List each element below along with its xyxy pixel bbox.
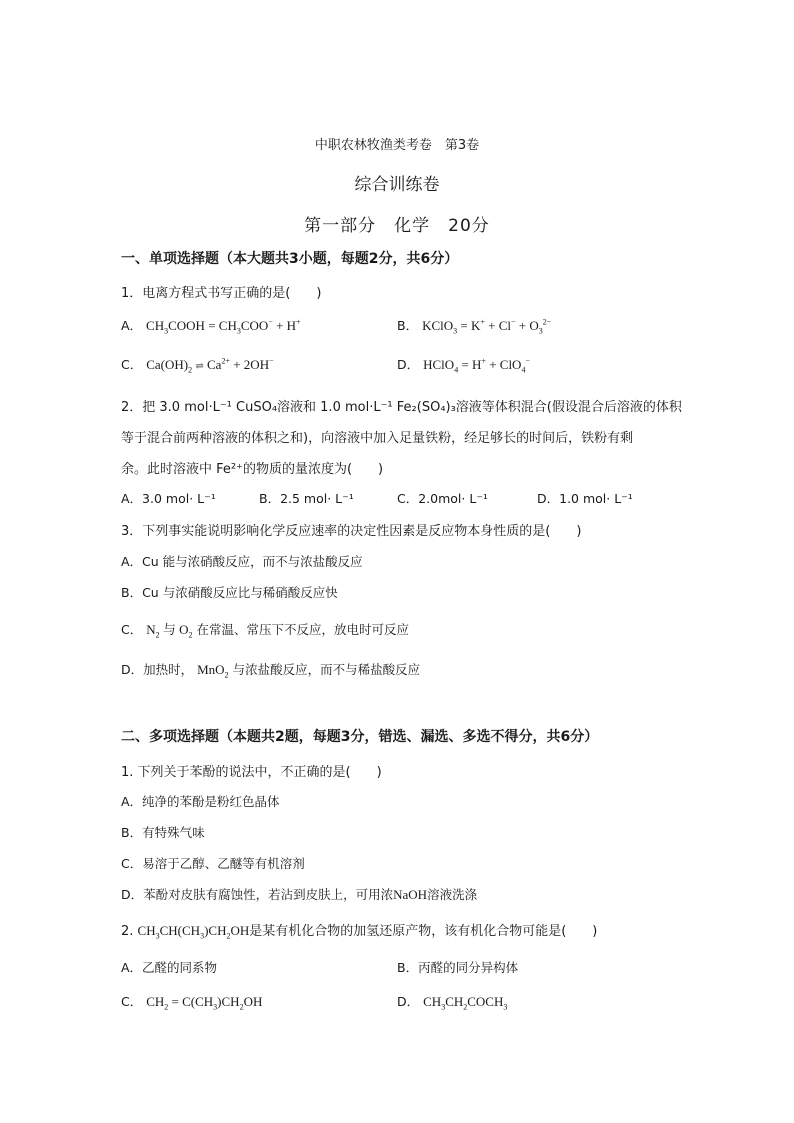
formula: $CH_2 = C(CH_3)CH_2OH$ bbox=[146, 994, 263, 1012]
formula: $CH_3CH(CH_3)CH_2OH$ bbox=[137, 923, 250, 941]
s2-q1-option-c[interactable]: C．易溶于乙醇、乙醚等有机溶剂 bbox=[121, 856, 305, 871]
s2-q2-option-b[interactable]: B．丙醛的同分异构体 bbox=[397, 960, 519, 975]
formula: $CH_3COOH = CH_3COO^- + H^+$ bbox=[146, 317, 301, 336]
q3-option-a[interactable]: A．Cu 能与浓硝酸反应，而不与浓盐酸反应 bbox=[121, 554, 363, 569]
q1-stem: 1．电离方程式书写正确的是( ) bbox=[121, 286, 322, 301]
formula: NaOH bbox=[393, 887, 428, 902]
section1-title: 一、单项选择题（本大题共3小题，每题2分，共6分） bbox=[121, 251, 459, 267]
q2-option-b[interactable]: B．2.5 mol· L⁻¹ bbox=[259, 491, 354, 506]
option-label: D． bbox=[397, 994, 420, 1009]
section2-title: 二、多项选择题（本题共2题，每题3分，错选、漏选、多选不得分，共6分） bbox=[121, 729, 599, 745]
formula: $N_2$ 与 $O_2$ bbox=[146, 622, 193, 640]
q3-option-d[interactable] bbox=[121, 660, 420, 678]
option-text: D．苯酚对皮肤有腐蚀性，若沾到皮肤上，可用浓 bbox=[121, 887, 394, 902]
s2-q2-stem bbox=[121, 920, 597, 939]
q3-stem: 3．下列事实能说明影响化学反应速率的决定性因素是反应物本身性质的是( ) bbox=[121, 524, 582, 539]
option-text: 与浓盐酸反应，而不与稀盐酸反应 bbox=[232, 662, 421, 677]
option-label: B． bbox=[397, 318, 419, 333]
s2-q2-option-c[interactable] bbox=[121, 992, 262, 1010]
question-text: 是某有机化合物的加氢还原产物，该有机化合物可能是( ) bbox=[249, 924, 598, 939]
q2-option-a[interactable]: A．3.0 mol· L⁻¹ bbox=[121, 491, 216, 506]
q1-option-b[interactable] bbox=[397, 316, 551, 334]
s2-q1-option-a[interactable]: A．纯净的苯酚是粉红色晶体 bbox=[121, 794, 280, 809]
s2-q2-option-d[interactable] bbox=[397, 992, 507, 1010]
option-label: A． bbox=[121, 318, 143, 333]
q3-option-c[interactable] bbox=[121, 619, 409, 638]
option-label: D． bbox=[397, 357, 420, 372]
option-text: 在常温、常压下不反应，放电时可反应 bbox=[196, 622, 409, 637]
formula: MnO$_2$ bbox=[197, 662, 229, 680]
q2-option-c[interactable]: C．2.0mol· L⁻¹ bbox=[397, 491, 488, 506]
option-label: D．加热时， bbox=[121, 662, 194, 677]
option-label: C． bbox=[121, 357, 143, 372]
part-title: 第一部分 化学 20分 bbox=[304, 216, 490, 236]
option-label: C． bbox=[121, 622, 143, 637]
question-number: 2. bbox=[121, 924, 134, 939]
q1-option-c[interactable] bbox=[121, 355, 274, 373]
q3-option-b[interactable]: B．Cu 与浓硝酸反应比与稀硝酸反应快 bbox=[121, 585, 338, 600]
reversible-arrow-icon: ⇌ bbox=[195, 360, 204, 372]
q2-stem-line2: 等于混合前两种溶液的体积之和)，向溶液中加入足量铁粉，经足够长的时间后，铁粉有剩 bbox=[121, 431, 634, 446]
q2-option-d[interactable]: D．1.0 mol· L⁻¹ bbox=[537, 491, 633, 506]
formula: $Ca(OH)_2$ ⇌ $Ca^{2+} + 2OH^-$ bbox=[146, 356, 274, 375]
option-label: C． bbox=[121, 994, 143, 1009]
formula: HClO$_4$ = H+ + ClO$_4$− bbox=[423, 356, 530, 375]
option-text: 溶液洗涤 bbox=[427, 887, 478, 902]
q1-option-d[interactable] bbox=[397, 355, 530, 373]
q1-option-a[interactable] bbox=[121, 316, 301, 334]
q2-stem-line3: 余。此时溶液中 Fe²⁺的物质的量浓度为( ) bbox=[121, 462, 384, 477]
q2-stem-line1: 2．把 3.0 mol·L⁻¹ CuSO₄溶液和 1.0 mol·L⁻¹ Fe₂(SO₄)₃溶液等体积混合(假设混合后溶液的体积 bbox=[121, 400, 682, 415]
s2-q1-option-d[interactable] bbox=[121, 885, 477, 903]
formula: $CH_3CH_2COCH_3$ bbox=[423, 994, 508, 1012]
s2-q1-stem: 1. 下列关于苯酚的说法中，不正确的是( ) bbox=[121, 765, 382, 780]
exam-series-title: 中职农林牧渔类考卷 第3卷 bbox=[314, 138, 480, 153]
s2-q2-option-a[interactable]: A．乙醛的同系物 bbox=[121, 960, 218, 975]
formula: KClO$_3$ = $K^+ + Cl^- + O_3^{2-}$ bbox=[422, 317, 552, 336]
s2-q1-option-b[interactable]: B．有特殊气味 bbox=[121, 825, 205, 840]
exam-title: 综合训练卷 bbox=[354, 175, 440, 195]
